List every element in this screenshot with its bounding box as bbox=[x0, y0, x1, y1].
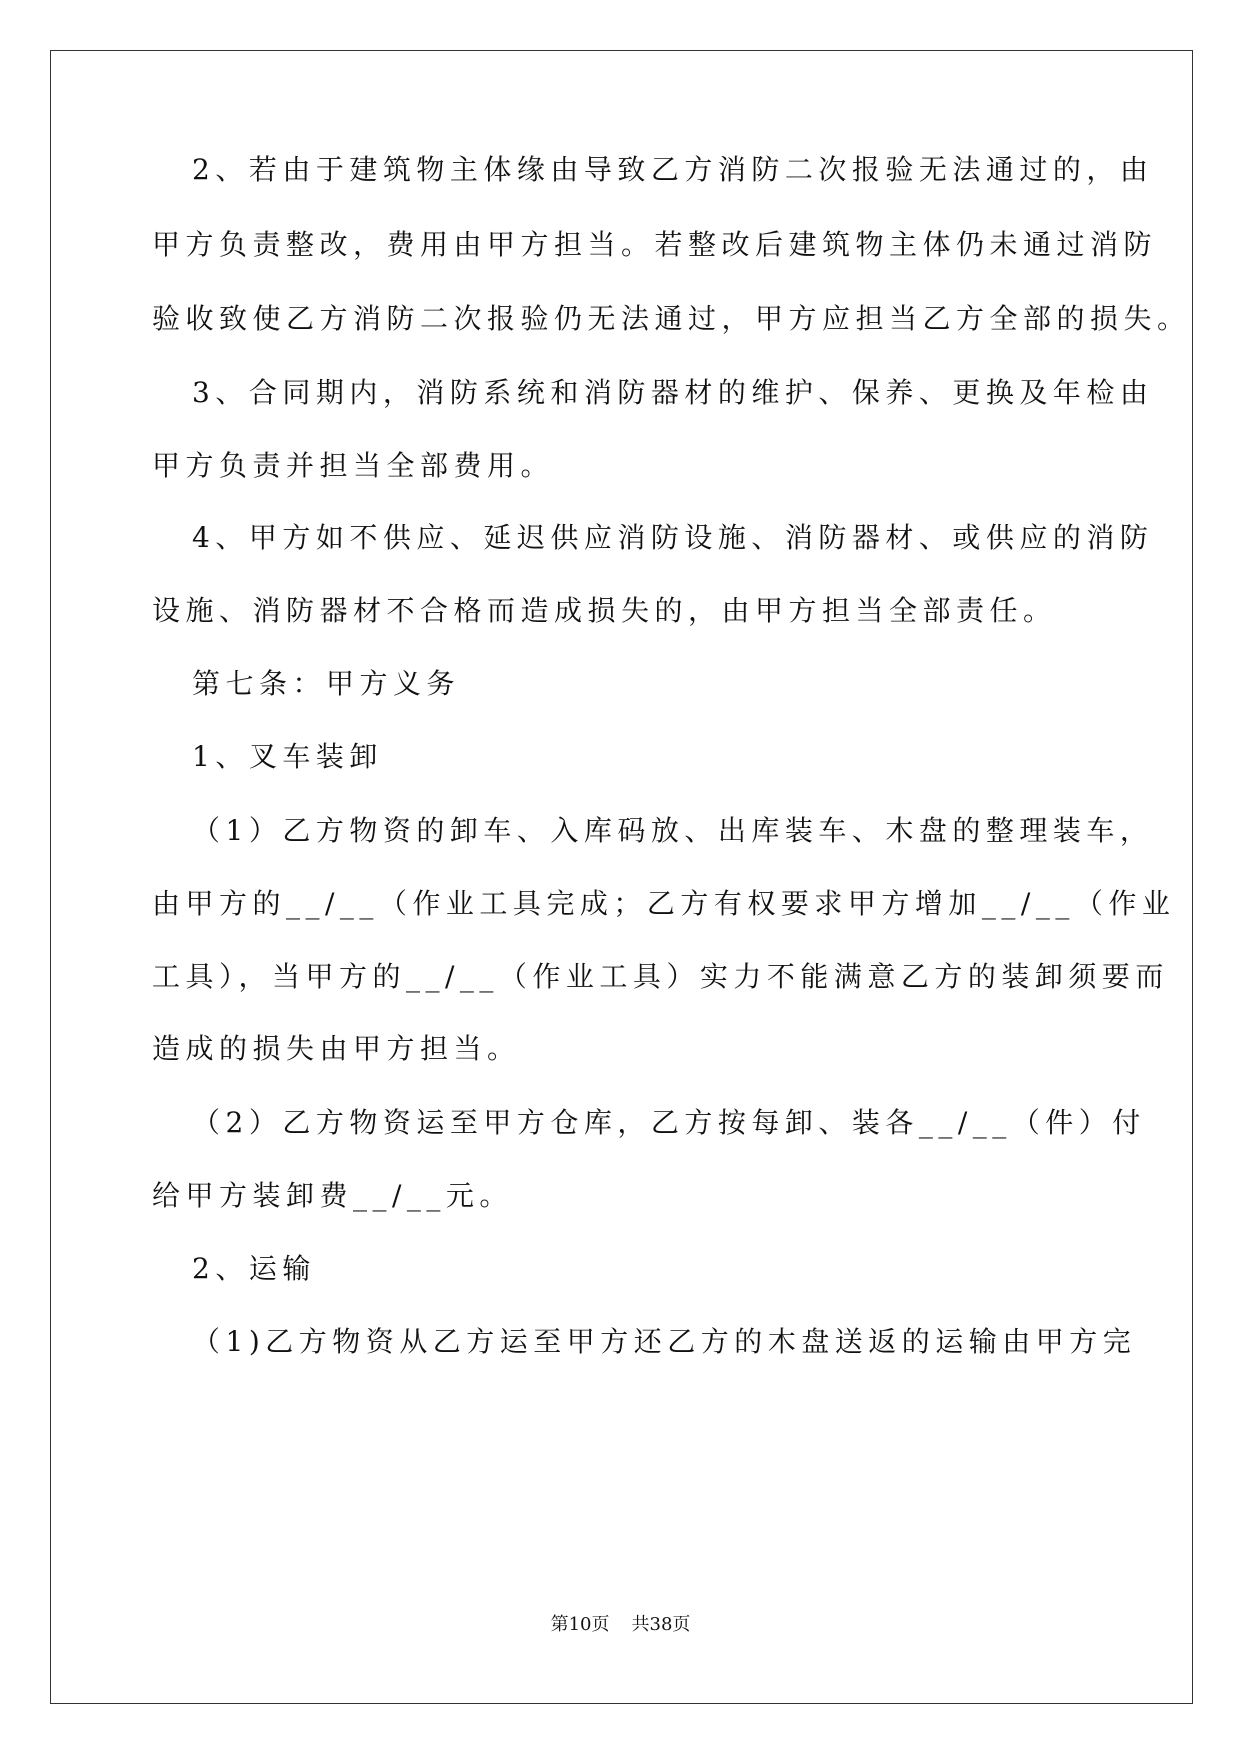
paragraph-line: 甲方负责并担当全部费用。 bbox=[152, 449, 555, 482]
paragraph-line: 3、合同期内，消防系统和消防器材的维护、保养、更换及年检由 bbox=[192, 376, 1154, 409]
paragraph-line: （1)乙方物资从乙方运至甲方还乙方的木盘送返的运输由甲方完 bbox=[192, 1325, 1137, 1358]
paragraph-line: 造成的损失由甲方担当。 bbox=[152, 1032, 521, 1065]
page-footer bbox=[0, 1613, 1241, 1637]
paragraph-line: （2）乙方物资运至甲方仓库，乙方按每卸、装各__/__（件）付 bbox=[192, 1106, 1146, 1139]
current-page-number: 第10页 bbox=[550, 1614, 610, 1635]
paragraph-line: （1）乙方物资的卸车、入库码放、出库装车、木盘的整理装车， bbox=[192, 814, 1154, 847]
subsection-heading: 2、运输 bbox=[192, 1252, 316, 1285]
paragraph-line: 甲方负责整改，费用由甲方担当。若整改后建筑物主体仍未通过消防 bbox=[152, 228, 1158, 261]
total-pages: 共38页 bbox=[631, 1614, 691, 1635]
paragraph-line: 2、若由于建筑物主体缘由导致乙方消防二次报验无法通过的，由 bbox=[192, 153, 1154, 186]
section-heading: 第七条：甲方义务 bbox=[192, 667, 461, 700]
paragraph-line: 设施、消防器材不合格而造成损失的，由甲方担当全部责任。 bbox=[152, 594, 1057, 627]
paragraph-line: 验收致使乙方消防二次报验仍无法通过，甲方应担当乙方全部的损失。 bbox=[152, 302, 1191, 335]
paragraph-line: 4、甲方如不供应、延迟供应消防设施、消防器材、或供应的消防 bbox=[192, 521, 1154, 554]
paragraph-line: 给甲方装卸费__/__元。 bbox=[152, 1179, 513, 1212]
subsection-heading: 1、叉车装卸 bbox=[192, 740, 383, 773]
paragraph-line: 由甲方的__/__（作业工具完成；乙方有权要求甲方增加__/__（作业 bbox=[152, 887, 1176, 920]
paragraph-line: 工具），当甲方的__/__（作业工具）实力不能满意乙方的装卸须要而 bbox=[152, 960, 1169, 993]
